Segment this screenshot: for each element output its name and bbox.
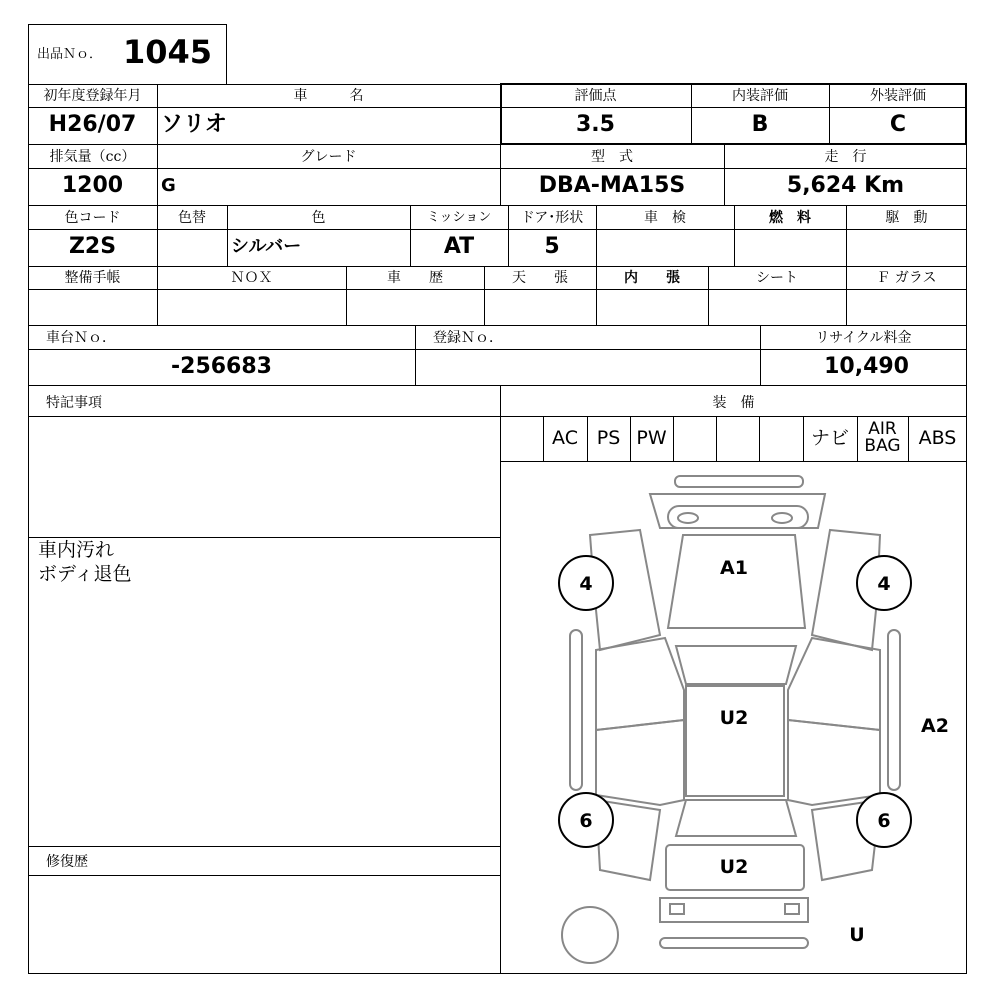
mark-rear-window: U2 xyxy=(719,856,749,878)
label-color-change: 色替 xyxy=(178,210,206,226)
value-car-name: ソリオ xyxy=(161,112,227,137)
label-seat: シート xyxy=(756,270,798,286)
equipment-pw: PW xyxy=(636,427,667,449)
label-chassis: 車台Ｎｏ． xyxy=(46,330,116,346)
lot-number: 1045 xyxy=(123,33,213,71)
label-mileage: 走 行 xyxy=(824,149,867,165)
value-grade: G xyxy=(161,175,176,196)
value-recycle: 10,490 xyxy=(824,354,909,379)
label-interior-trim: 内 張 xyxy=(624,270,680,286)
value-interior: B xyxy=(751,112,769,137)
label-reg-year: 初年度登録年月 xyxy=(43,88,142,104)
remark-line-1: 車内汚れ xyxy=(38,539,115,561)
equipment-airbag: AIR BAG xyxy=(864,419,901,456)
label-ceiling: 天 張 xyxy=(512,270,568,286)
label-car-name: 車 名 xyxy=(293,88,364,104)
label-fuel: 燃 料 xyxy=(769,210,811,226)
equipment-ps: PS xyxy=(596,427,621,449)
label-service-book: 整備手帳 xyxy=(64,270,121,286)
equipment-ac: AC xyxy=(552,427,578,449)
value-model: DBA-MA15S xyxy=(538,173,686,198)
label-repair: 修復歴 xyxy=(46,854,88,870)
value-color-code: Z2S xyxy=(68,234,117,259)
equipment-abs: ABS xyxy=(918,427,957,449)
mark-rr-tire: 6 xyxy=(877,810,891,832)
mark-hood: A1 xyxy=(720,557,748,579)
label-color-code: 色コード xyxy=(64,210,121,226)
label-remarks: 特記事項 xyxy=(46,395,102,411)
label-registration: 登録Ｎｏ． xyxy=(433,330,503,346)
equipment-navi: ナビ xyxy=(810,427,849,449)
value-mileage: 5,624 Km xyxy=(786,173,905,198)
lot-label: 出品Ｎｏ． xyxy=(37,47,103,62)
mark-rl-tire: 6 xyxy=(579,810,593,832)
value-displacement: 1200 xyxy=(61,173,124,198)
label-transmission: ミッション xyxy=(426,210,492,225)
label-recycle: リサイクル料金 xyxy=(815,330,912,346)
label-inspection: 車 検 xyxy=(644,210,686,226)
label-nox: ＮＯＸ xyxy=(230,270,273,286)
value-chassis: -256683 xyxy=(171,354,272,379)
label-f-glass: Ｆ ガラス xyxy=(876,270,937,286)
mark-roof: U2 xyxy=(719,707,749,729)
value-doors: 5 xyxy=(544,234,560,259)
label-score: 評価点 xyxy=(574,88,617,104)
value-exterior: C xyxy=(889,112,907,137)
mark-fl-tire: 4 xyxy=(579,573,593,595)
label-color: 色 xyxy=(311,210,326,226)
value-transmission: AT xyxy=(443,234,475,259)
label-history: 車 歴 xyxy=(387,270,443,286)
value-reg-year: H26/07 xyxy=(48,112,137,137)
mark-fr-tire: 4 xyxy=(877,573,891,595)
label-model: 型 式 xyxy=(591,149,633,165)
label-drive: 駆 動 xyxy=(885,210,928,226)
label-equipment: 装 備 xyxy=(712,395,755,411)
label-doors: ドア･形状 xyxy=(520,210,584,226)
value-color: シルバー xyxy=(231,236,302,257)
remark-line-2: ボディ退色 xyxy=(38,563,132,585)
label-exterior: 外装評価 xyxy=(870,88,926,104)
label-displacement: 排気量（cc） xyxy=(49,149,136,165)
mark-rear-bumper: U xyxy=(849,924,865,946)
value-score: 3.5 xyxy=(576,112,615,137)
label-interior: 内装評価 xyxy=(732,88,788,104)
mark-right-side: A2 xyxy=(921,715,949,737)
label-grade: グレード xyxy=(300,149,357,165)
